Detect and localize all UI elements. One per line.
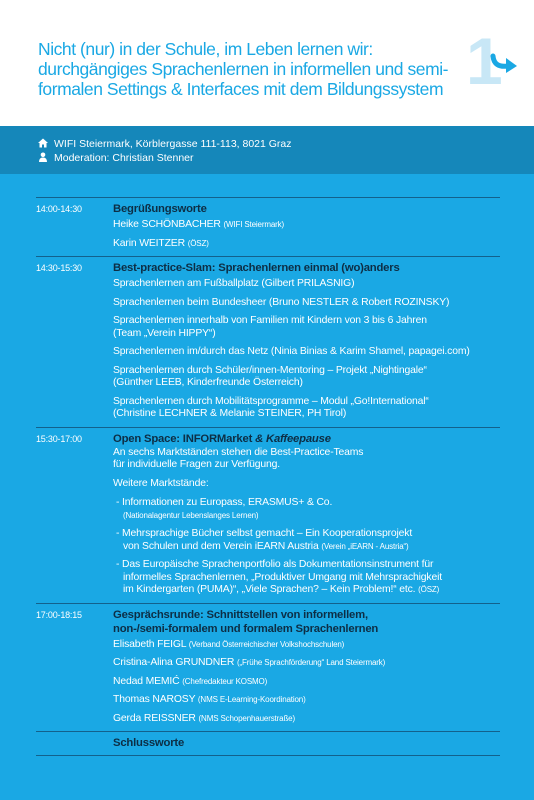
speaker: Karin WEITZER (ÖSZ) bbox=[113, 237, 209, 249]
list-item: - Das Europäische Sprachenportfolio als Dokumentationsinstrument für informelles Sprachenlernen, „Produktiver Umgang mit Mehrsprachigkeit im Kindergarten (PUMA)“, „Viele Sprachen? – Kein Problem!“ etc. (ÖSZ) bbox=[116, 559, 442, 595]
curved-arrow-icon bbox=[490, 50, 520, 74]
speaker: Thomas NAROSY (NMS E-Learning-Koordination) bbox=[113, 694, 306, 705]
paragraph: Weitere Marktstände: bbox=[113, 477, 209, 489]
page-title bbox=[38, 39, 468, 99]
speaker: Nedad MEMIĆ (Chefredakteur KOSMO) bbox=[113, 675, 268, 687]
block-title: Gesprächsrunde: Schnittstellen von informellem, non-/semi-formalem und formalem Sprachenlernen bbox=[113, 608, 379, 635]
home-icon bbox=[38, 138, 48, 148]
location-text: WIFI Steiermark, Körblergasse 111-113, 8021 Graz bbox=[54, 138, 292, 150]
time-slot: 15:30-17:00 bbox=[36, 433, 82, 444]
speaker: Gerda REISSNER (NMS Schopenhauerstraße) bbox=[113, 712, 295, 724]
agenda-block-open-space bbox=[36, 427, 500, 603]
title-line: Nicht (nur) in der Schule, im Leben lernen wir: bbox=[38, 39, 373, 59]
agenda-block-slam bbox=[36, 256, 500, 427]
list-item: Sprachenlernen durch Schüler/innen-Mentoring – Projekt „Nightingale“ (Günther LEEB, Kinderfreunde Österreich) bbox=[113, 364, 427, 388]
time-slot: 14:30-15:30 bbox=[36, 263, 82, 273]
list-item: Sprachenlernen durch Mobilitätsprogramme – Modul „Go!International“ (Christine LECHNER & Melanie STEINER, PH Tirol) bbox=[113, 395, 429, 419]
title-line: formalen Settings & Interfaces mit dem Bildungssystem bbox=[38, 79, 444, 99]
agenda bbox=[36, 197, 500, 756]
block-title: Begrüßungsworte bbox=[113, 203, 207, 215]
block-title: Best-practice-Slam: Sprachenlernen einmal (wo)anders bbox=[113, 262, 400, 274]
agenda-block-closing bbox=[36, 731, 500, 756]
speaker: Cristina-Alina GRUNDNER („Frühe Sprachförderung“ Land Steiermark) bbox=[113, 657, 386, 668]
list-item: - Informationen zu Europass, ERASMUS+ & Co. (Nationalagentur Lebenslanges Lernen) bbox=[116, 497, 333, 520]
list-item: Sprachenlernen im/durch das Netz (Ninia Binias & Karim Shamel, papagei.com) bbox=[113, 346, 470, 357]
moderation-row bbox=[38, 151, 194, 165]
block-title: Open Space: INFORMarket & Kaffeepause bbox=[113, 432, 331, 445]
person-icon bbox=[38, 152, 48, 162]
time-slot: 17:00-18:15 bbox=[36, 609, 82, 620]
moderation-text: Moderation: Christian Stenner bbox=[54, 152, 194, 164]
title-line: durchgängiges Sprachenlernen in informellen und semi- bbox=[38, 59, 449, 79]
location-row bbox=[38, 137, 292, 151]
agenda-block-welcome bbox=[36, 197, 500, 256]
info-bar bbox=[0, 126, 534, 174]
paragraph: An sechs Marktständen stehen die Best-Practice-Teams für individuelle Fragen zur Verfügung. bbox=[113, 446, 364, 470]
speaker: Heike SCHÖNBACHER (WIFI Steiermark) bbox=[113, 219, 285, 230]
list-item: - Mehrsprachige Bücher selbst gemacht – Ein Kooperationsprojekt von Schulen und dem Verein iEARN Austria (Verein „iEARN - Austria“) bbox=[116, 528, 413, 552]
agenda-block-discussion bbox=[36, 603, 500, 732]
speaker: Elisabeth FEIGL (Verband Österreichischer Volkshochschulen) bbox=[113, 638, 345, 650]
list-item: Sprachenlernen beim Bundesheer (Bruno NESTLER & Robert ROZINSKY) bbox=[113, 296, 450, 308]
section-number: 1 bbox=[466, 24, 503, 98]
block-title: Schlussworte bbox=[113, 737, 185, 749]
header bbox=[0, 0, 534, 126]
list-item: Sprachenlernen am Fußballplatz (Gilbert PRILASNIG) bbox=[113, 278, 355, 289]
list-item: Sprachenlernen innerhalb von Familien mit Kindern von 3 bis 6 Jahren (Team „Verein HIPPY“) bbox=[113, 315, 427, 339]
time-slot: 14:00-14:30 bbox=[36, 204, 82, 214]
